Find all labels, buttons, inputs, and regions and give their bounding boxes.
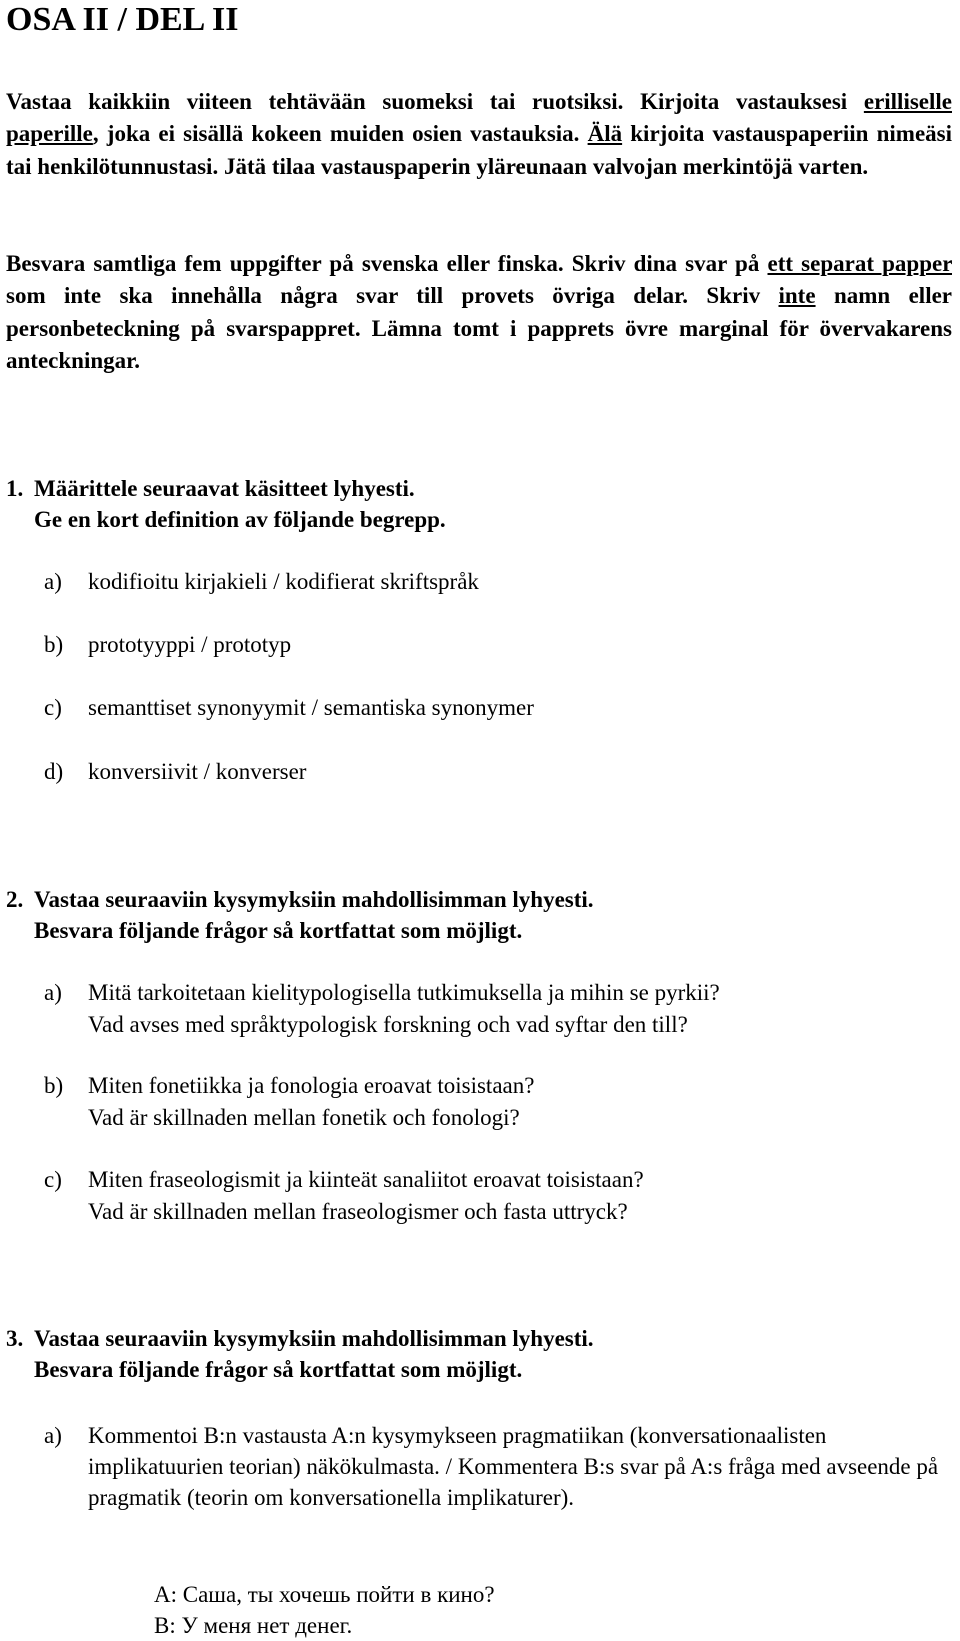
instructions-fi-text-3: kirjoita vastauspaperiin nimeäsi tai henkilötunnustasi. Jätä tilaa vastauspaperin yläreunaan valvojan merkintöjä varten. bbox=[6, 121, 953, 179]
question-1-item-b bbox=[44, 629, 944, 661]
question-2-item-a bbox=[44, 977, 944, 1041]
question-3-heading bbox=[6, 1323, 946, 1385]
question-2-item-b bbox=[44, 1070, 944, 1134]
item-line-fi: Miten fraseologismit ja kiinteät sanaliitot eroavat toisistaan? bbox=[88, 1167, 644, 1192]
question-1-heading bbox=[6, 473, 946, 535]
item-letter: a) bbox=[44, 569, 62, 594]
item-letter: a) bbox=[44, 980, 62, 1005]
item-letter: a) bbox=[44, 1423, 62, 1448]
instructions-sv-underline-1: ett separat papper bbox=[767, 251, 952, 276]
item-letter: b) bbox=[44, 1073, 64, 1098]
question-1-item-a bbox=[44, 566, 944, 598]
question-2-fi: Vastaa seuraaviin kysymyksiin mahdollisimman lyhyesti. bbox=[34, 887, 594, 912]
instructions-finnish bbox=[6, 86, 952, 183]
question-1-sv: Ge en kort definition av följande begrepp. bbox=[34, 507, 446, 532]
instructions-fi-underline-1: erilliselle paperille bbox=[6, 89, 952, 147]
instructions-fi-underline-2: Älä bbox=[587, 121, 623, 147]
instructions-sv-text-3: namn eller personbeteckning på svarspappret. Lämna tomt i papprets övre marginal för övervakarens anteckningar. bbox=[6, 283, 952, 374]
question-3-fi: Vastaa seuraaviin kysymyksiin mahdollisimman lyhyesti. bbox=[34, 1326, 594, 1351]
item-line-fi: Miten fonetiikka ja fonologia eroavat toisistaan? bbox=[88, 1073, 535, 1098]
item-letter: c) bbox=[44, 695, 62, 720]
item-line-sv: Vad avses med språktypologisk forskning och vad syftar den till? bbox=[88, 1012, 688, 1037]
question-1-item-d bbox=[44, 756, 944, 788]
item-line-sv: Vad är skillnaden mellan fonetik och fonologi? bbox=[88, 1105, 520, 1130]
page-title: OSA II / DEL II bbox=[6, 1, 239, 38]
instructions-fi-text-1: Vastaa kaikkiin viiteen tehtävään suomeksi tai ruotsiksi. Kirjoita vastauksesi bbox=[6, 89, 864, 114]
instructions-swedish bbox=[6, 248, 952, 378]
question-2-number: 2. bbox=[6, 887, 24, 912]
dialog-line-b: B: У меня нет денег. bbox=[154, 1613, 353, 1638]
dialog-line-a: A: Саша, ты хочешь пойти в кино? bbox=[154, 1582, 495, 1607]
item-letter: c) bbox=[44, 1167, 62, 1192]
item-text: konversiivit / konverser bbox=[88, 759, 307, 784]
item-text: kodifioitu kirjakieli / kodifierat skriftspråk bbox=[88, 569, 479, 594]
dialog-example bbox=[154, 1579, 495, 1641]
question-2-heading bbox=[6, 884, 946, 946]
instructions-sv-text-1: Besvara samtliga fem uppgifter på svenska eller finska. Skriv dina svar på bbox=[6, 251, 768, 276]
item-letter: b) bbox=[44, 632, 64, 657]
question-1-fi: Määrittele seuraavat käsitteet lyhyesti. bbox=[34, 476, 415, 501]
question-2-item-c bbox=[44, 1164, 944, 1228]
instructions-sv-text-2: som inte ska innehålla några svar till provets övriga delar. Skriv bbox=[6, 283, 779, 309]
item-line-sv: Vad är skillnaden mellan fraseologismer och fasta uttryck? bbox=[88, 1199, 628, 1224]
item-line-fi: Mitä tarkoitetaan kielitypologisella tutkimuksella ja mihin se pyrkii? bbox=[88, 980, 720, 1005]
instructions-fi-text-2: , joka ei sisällä kokeen muiden osien vastauksia. bbox=[92, 121, 588, 147]
question-1-item-c bbox=[44, 692, 944, 724]
question-3-sv: Besvara följande frågor så kortfattat som möjligt. bbox=[34, 1357, 523, 1382]
instructions-sv-underline-2: inte bbox=[778, 283, 816, 309]
question-2-sv: Besvara följande frågor så kortfattat som möjligt. bbox=[34, 918, 523, 943]
question-3-item-a bbox=[44, 1420, 944, 1513]
question-1-number: 1. bbox=[6, 476, 24, 501]
item-text: Kommentoi B:n vastausta A:n kysymykseen pragmatiikan (konversationaalisten implikatuurien teorian) näkökulmasta. / Kommentera B:s svar på A:s fråga med avseende på pragmatik (teorin om konversationella implikaturer). bbox=[88, 1423, 939, 1510]
question-3-number: 3. bbox=[6, 1326, 24, 1351]
item-text: semanttiset synonyymit / semantiska synonymer bbox=[88, 695, 534, 720]
item-letter: d) bbox=[44, 759, 64, 784]
item-text: prototyyppi / prototyp bbox=[88, 632, 292, 657]
